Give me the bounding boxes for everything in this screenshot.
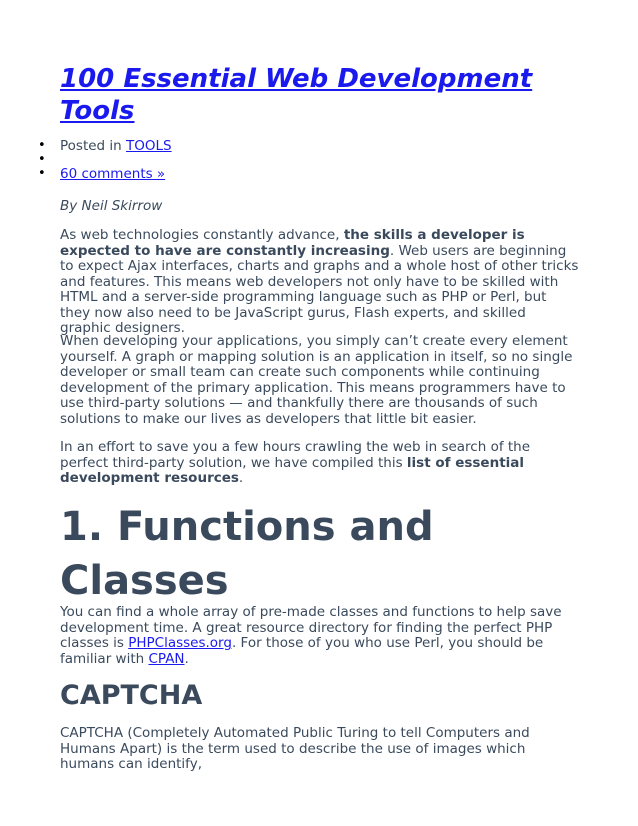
section-heading-functions-classes: 1. Functions and Classes — [60, 504, 434, 604]
intro-p1-emphasis: the skills a developer is expected to have are constantly increasing — [60, 227, 525, 259]
intro-p3-emphasis: list of essential development resources — [60, 454, 525, 486]
captcha-heading: CAPTCHA — [60, 680, 203, 711]
phpclasses-link[interactable]: PHPClasses.org — [128, 635, 232, 651]
section1-paragraph — [60, 605, 580, 667]
post-meta-list — [0, 139, 172, 181]
intro-p1-text-a: As web technologies constantly advance, — [60, 227, 344, 243]
section1-text-b: . For those of you who use Perl, you should be familiar with — [60, 635, 544, 667]
intro-paragraph-3 — [60, 440, 580, 487]
posted-in-label: Posted in — [60, 138, 122, 154]
list-item-comments — [0, 167, 172, 181]
intro-p1-text-b: . Web users are beginning to expect Ajax interfaces, charts and graphs and a whole host of other tricks and features. This means web developers not only have to be skilled with HTML and a server-side programming language such as PHP or Perl, but they now also need to be JavaScript gurus, Flash experts, and skilled graphic designers. — [60, 242, 579, 336]
intro-p3-text-a: In an effort to save you a few hours crawling the web in search of the perfect third-party solution, we have compiled this — [60, 439, 531, 471]
intro-p3-text-b: . — [238, 470, 244, 486]
section1-text-a: You can find a whole array of pre-made classes and functions to help save development time. A great resource directory for finding the perfect PHP classes is — [60, 604, 562, 651]
list-item-empty — [0, 153, 172, 167]
intro-paragraph-2: When developing your applications, you simply can’t create every element yourself. A graph or mapping solution is an application in itself, so no single developer or small team can create such components while continuing development of the primary application. This means programmers have to use third-party solutions — and thankfully there are thousands of such solutions to make our lives as developers that little bit easier. — [60, 333, 573, 427]
byline: By Neil Skirrow — [60, 198, 163, 214]
category-link[interactable]: TOOLS — [126, 138, 172, 154]
list-item-category — [0, 139, 172, 153]
article-title-link[interactable]: 100 Essential Web Development Tools — [60, 64, 533, 126]
captcha-paragraph: CAPTCHA (Completely Automated Public Turing to tell Computers and Humans Apart) is the term used to describe the use of images which humans can identify, — [60, 725, 530, 772]
comments-link[interactable]: 60 comments » — [60, 166, 166, 182]
cpan-link[interactable]: CPAN — [148, 650, 185, 667]
intro-paragraph-1 — [60, 228, 580, 337]
section1-text-c: . — [184, 650, 189, 667]
